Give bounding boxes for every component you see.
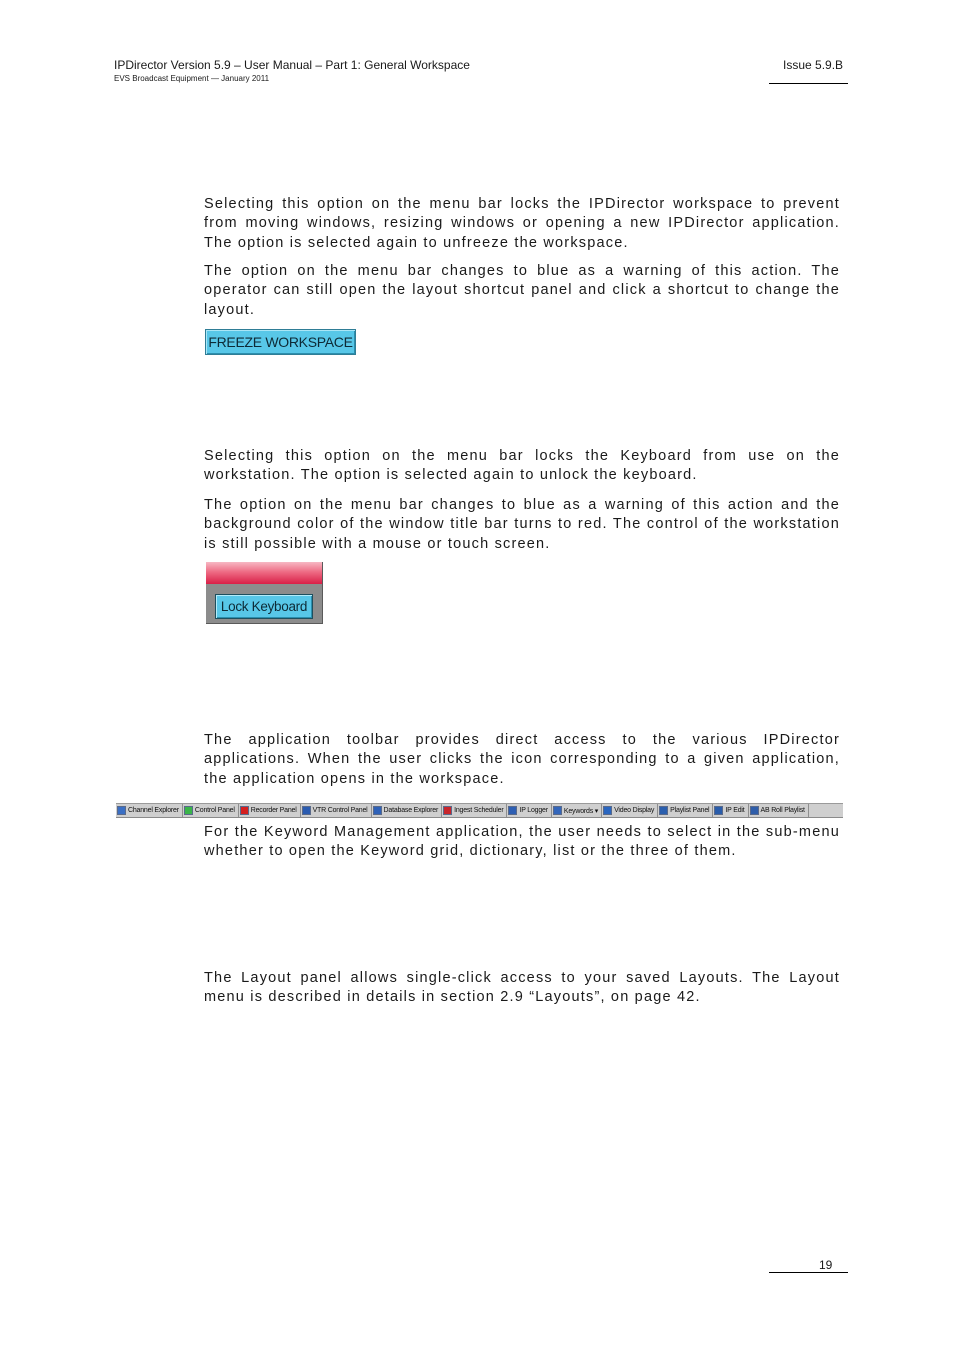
toolbar-item-ip-edit[interactable] — [713, 804, 748, 817]
toolbar-item-label: VTR Control Panel — [312, 807, 368, 814]
logger-icon — [508, 806, 517, 815]
freeze-paragraph-2: The option on the menu bar changes to blue as a warning of this action. The operator can still open the layout shortcut panel and click a shortcut to change the layout. — [204, 263, 840, 318]
lock-keyboard-button[interactable]: Lock Keyboard — [215, 594, 313, 619]
toolbar-item-logger[interactable] — [507, 804, 551, 817]
vtr-icon — [302, 806, 311, 815]
toolbar-item-keywords[interactable] — [552, 804, 602, 817]
toolbar-item-ab-roll[interactable] — [749, 804, 809, 817]
playlist-icon — [659, 806, 668, 815]
toolbar-paragraph-1: The application toolbar provides direct access to the various IPDirector applications. When the user clicks the icon corresponding to a given application, the application opens in the workspace. — [204, 732, 840, 787]
toolbar-item-record[interactable] — [239, 804, 301, 817]
lock-keyboard-screenshot — [206, 562, 323, 624]
toolbar-item-scheduler[interactable] — [442, 804, 507, 817]
record-icon — [240, 806, 249, 815]
document-title: IPDirector Version 5.9 – User Manual – Part 1: General Workspace — [114, 58, 470, 72]
scheduler-icon — [443, 806, 452, 815]
lock-keyboard-paragraph-1: Selecting this option on the menu bar locks the Keyboard from use on the workstation. The option is selected again to unlock the keyboard. — [204, 448, 840, 484]
toolbar-item-video-display[interactable] — [602, 804, 658, 817]
toolbar-item-database[interactable] — [372, 804, 443, 817]
video-display-icon — [603, 806, 612, 815]
issue-number: Issue 5.9.B — [783, 58, 844, 72]
toolbar-item-vtr[interactable] — [301, 804, 372, 817]
toolbar-item-label: AB Roll Playlist — [760, 807, 805, 814]
database-icon — [373, 806, 382, 815]
toolbar-paragraph-2: For the Keyword Management application, the user needs to select in the sub-menu whether to open the Keyword grid, dictionary, list or the three of them. — [204, 824, 840, 860]
toolbar-item-label: Playlist Panel — [670, 807, 710, 814]
play-icon — [184, 806, 193, 815]
ab-roll-icon — [750, 806, 759, 815]
application-toolbar — [116, 803, 843, 818]
toolbar-item-channel-explorer[interactable] — [116, 804, 183, 817]
toolbar-item-label: Keywords ▾ — [563, 807, 599, 815]
header-rule — [769, 83, 848, 84]
layout-paragraph-1: The Layout panel allows single-click access to your saved Layouts. The Layout menu is described in details in section 2.9 “Layouts”, on page 42. — [204, 970, 840, 1006]
channel-explorer-icon — [117, 806, 126, 815]
toolbar-item-label: Video Display — [614, 807, 655, 814]
lock-keyboard-paragraph-2: The option on the menu bar changes to blue as a warning of this action and the background color of the window title bar turns to red. The control of the workstation is still possible with a mouse or touch screen. — [204, 497, 840, 552]
toolbar-item-label: Control Panel — [194, 807, 235, 814]
toolbar-item-label: Recorder Panel — [250, 807, 297, 814]
toolbar-item-playlist[interactable] — [658, 804, 713, 817]
toolbar-item-label: IP Logger — [519, 807, 548, 814]
toolbar-item-label: IP Edit — [725, 807, 745, 814]
toolbar-item-label: Channel Explorer — [128, 807, 179, 814]
footer-rule — [769, 1272, 848, 1273]
red-title-bar — [206, 562, 322, 584]
document-subtitle: EVS Broadcast Equipment — January 2011 — [114, 74, 270, 83]
keywords-icon — [553, 806, 562, 815]
toolbar-item-label: Database Explorer — [383, 807, 439, 814]
freeze-paragraph-1: Selecting this option on the menu bar locks the IPDirector workspace to prevent from moving windows, resizing windows or opening a new IPDirector application. The option is selected again to unfreeze the workspace. — [204, 196, 840, 251]
freeze-workspace-button[interactable]: FREEZE WORKSPACE — [205, 329, 356, 355]
page-number: 19 — [819, 1258, 833, 1272]
toolbar-item-play[interactable] — [183, 804, 239, 817]
toolbar-item-label: Ingest Scheduler — [454, 807, 504, 814]
ip-edit-icon — [714, 806, 723, 815]
